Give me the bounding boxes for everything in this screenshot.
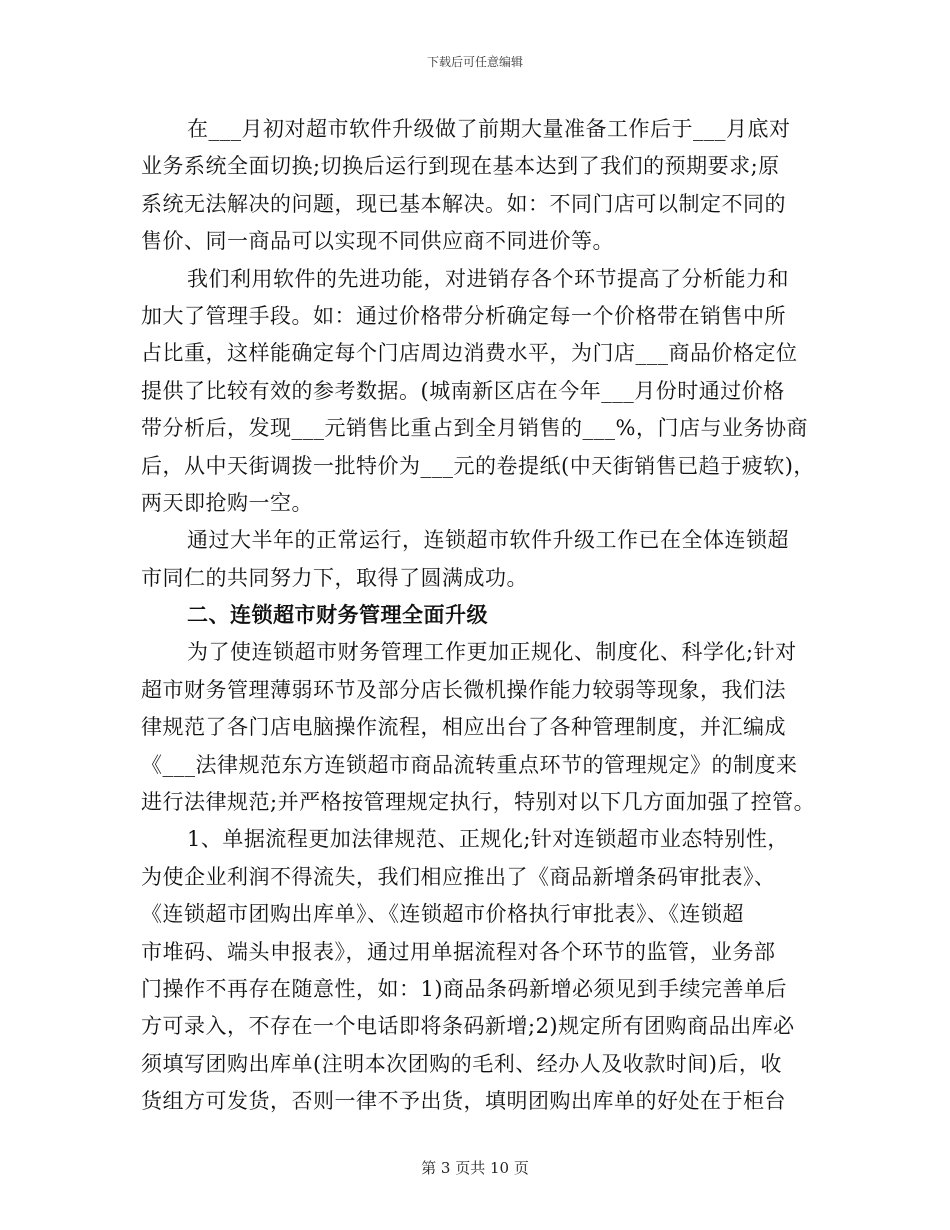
paragraph-line: 《连锁超市团购出库单》、《连锁超市价格执行审批表》、《连锁超 xyxy=(141,902,744,927)
paragraph-line: 带分析后，发现___元销售比重占到全月销售的___%，门店与业务协商 xyxy=(141,416,808,441)
paragraph-line: 占比重，这样能确定每个门店周边消费水平，为门店___商品价格定位 xyxy=(141,341,798,366)
paragraph-line: 后，从中天街调拨一批特价为___元的卷提纸(中天街销售已趋于疲软)， xyxy=(141,453,815,478)
paragraph-line: 《___法律规范东方连锁超市商品流转重点环节的管理规定》的制度来 xyxy=(141,752,798,777)
paragraph-line: 在___月初对超市软件升级做了前期大量准备工作后于___月底对 xyxy=(187,117,791,141)
paragraph-line: 售价、同一商品可以实现不同供应商不同进价等。 xyxy=(141,229,614,254)
paragraph-line: 市同仁的共同努力下，取得了圆满成功。 xyxy=(141,565,528,590)
paragraph-line: 1、单据流程更加法律规范、正规化;针对连锁超市业态特别性， xyxy=(187,827,789,852)
paragraph-line: 通过大半年的正常运行，连锁超市软件升级工作已在全体连锁超 xyxy=(187,528,789,553)
paragraph-line: 为使企业利润不得流失，我们相应推出了《商品新增条码审批表》、 xyxy=(141,864,776,889)
paragraph-line: 进行法律规范;并严格按管理规定执行，特别对以下几方面加强了控管。 xyxy=(141,790,816,815)
paragraph-line: 加大了管理手段。如：通过价格带分析确定每一个价格带在销售中所 xyxy=(141,303,786,328)
page-header: 下载后可任意编辑 xyxy=(426,55,523,69)
paragraph-line: 超市财务管理薄弱环节及部分店长微机操作能力较弱等现象，我们法 xyxy=(141,677,786,702)
paragraph-line: 提供了比较有效的参考数据。(城南新区店在今年___月份时通过价格 xyxy=(141,378,785,403)
paragraph-line: 律规范了各门店电脑操作流程，相应出台了各种管理制度，并汇编成 xyxy=(141,715,786,740)
document-body xyxy=(141,111,821,1121)
paragraph-line: 业务系统全面切换;切换后运行到现在基本达到了我们的预期要求;原 xyxy=(141,154,780,179)
paragraph-line: 门操作不再存在随意性，如：1)商品条码新增必须见到手续完善单后 xyxy=(141,976,788,1001)
section-heading: 二、连锁超市财务管理全面升级 xyxy=(187,603,488,628)
paragraph-line: 市堆码、端头申报表》，通过用单据流程对各个环节的监管，业务部 xyxy=(141,939,776,964)
paragraph-line: 两天即抢购一空。 xyxy=(141,490,313,515)
paragraph-line: 货组方可发货，否则一律不予出货，填明团购出库单的好处在于柜台 xyxy=(141,1089,786,1114)
paragraph-line: 系统无法解决的问题，现已基本解决。如：不同门店可以制定不同的 xyxy=(141,191,786,216)
paragraph-line: 方可录入，不存在一个电话即将条码新增;2)规定所有团购商品出库必 xyxy=(141,1014,795,1039)
page-number: 第 3 页共 10 页 xyxy=(421,1159,529,1177)
paragraph-line: 须填写团购出库单(注明本次团购的毛利、经办人及收款时间)后，收 xyxy=(141,1051,782,1076)
paragraph-line: 为了使连锁超市财务管理工作更加正规化、制度化、科学化;针对 xyxy=(187,640,797,665)
paragraph-line: 我们利用软件的先进功能，对进销存各个环节提高了分析能力和 xyxy=(187,266,789,291)
